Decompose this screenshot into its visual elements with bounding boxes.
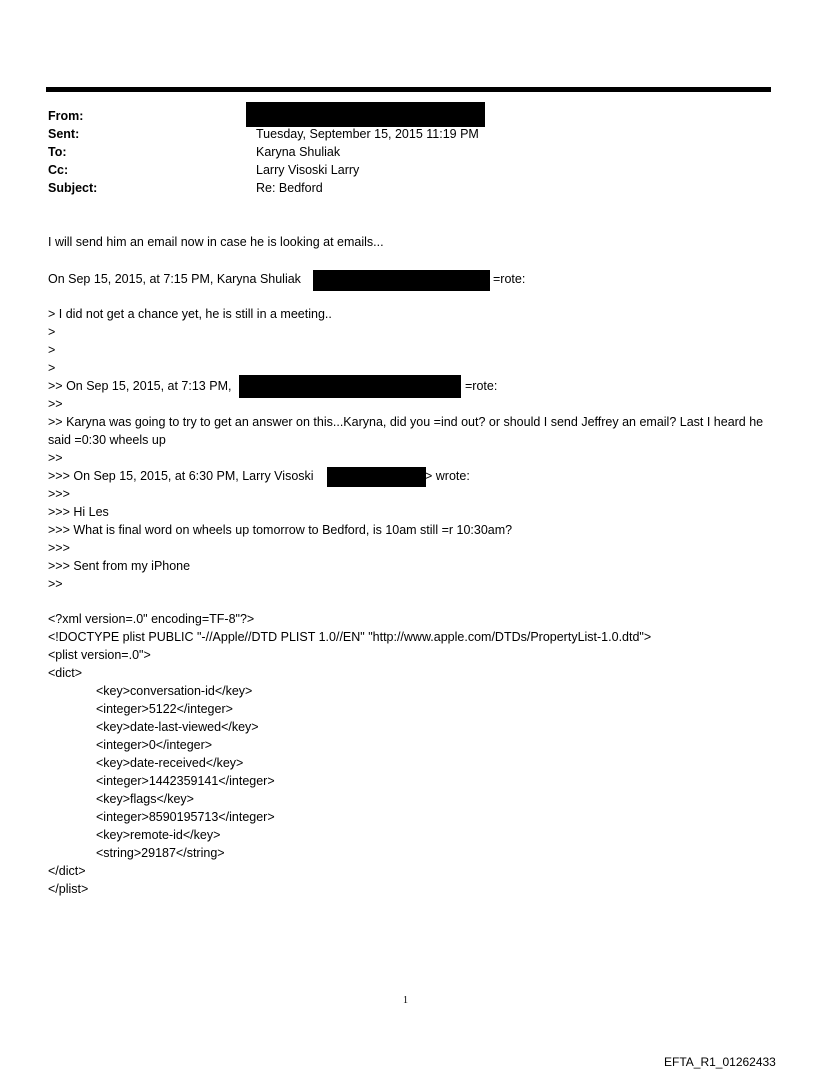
sent-label: Sent: [48,127,80,141]
quote3-line: >>> [48,541,70,555]
document-id: EFTA_R1_01262433 [664,1055,776,1069]
xml-entry: <string>29187</string> [96,846,225,860]
from-label: From: [48,109,84,123]
subject-value: Re: Bedford [256,181,323,195]
quote2-line: >> [48,451,63,465]
sent-value: Tuesday, September 15, 2015 11:19 PM [256,127,479,141]
quote3-suffix: > wrote: [425,469,470,483]
page-number: 1 [403,995,408,1006]
body-intro: I will send him an email now in case he is looking at emails... [48,235,384,249]
xml-entry: <key>flags</key> [96,792,194,806]
quote1-attribution: On Sep 15, 2015, at 7:15 PM, Karyna Shuliak [48,272,301,286]
quote1-suffix: =rote: [493,272,526,286]
to-value: Karyna Shuliak [256,145,341,159]
quote3-line: >>> Hi Les [48,505,109,519]
xml-entry: <key>date-received</key> [96,756,244,770]
quote3-attribution: >>> On Sep 15, 2015, at 6:30 PM, Larry Visoski [48,469,314,483]
quote1-line: > [48,325,56,339]
quote2-paragraph: >> Karyna was going to try to get an answer on this...Karyna, did you =ind out? or should I send Jeffrey an email? Last I heard he said =0:30 wheels up [48,415,764,447]
xml-entry: <integer>5122</integer> [96,702,233,716]
xml-declaration: <?xml version=.0" encoding=TF-8"?> [48,612,255,626]
header-divider [46,87,771,92]
xml-dict-close: </dict> [48,864,86,878]
from-redaction [246,102,485,127]
xml-dict-open: <dict> [48,666,83,680]
cc-label: Cc: [48,163,69,177]
quote1-line: > I did not get a chance yet, he is still in a meeting.. [48,307,332,321]
xml-plist-open: <plist version=.0"> [48,648,151,662]
xml-entry: <key>conversation-id</key> [96,684,253,698]
quote2-suffix: =rote: [465,379,498,393]
quote2-attribution: >> On Sep 15, 2015, at 7:13 PM, [48,379,232,393]
quote3-line: >> [48,577,63,591]
quote3-line: >>> What is final word on wheels up tomorrow to Bedford, is 10am still =r 10:30am? [48,523,513,537]
quote1-line: > [48,361,56,375]
xml-plist-close: </plist> [48,882,89,896]
xml-entry: <integer>0</integer> [96,738,213,752]
xml-entry: <key>date-last-viewed</key> [96,720,259,734]
xml-entry: <integer>8590195713</integer> [96,810,275,824]
quote1-line: > [48,343,56,357]
xml-doctype: <!DOCTYPE plist PUBLIC "-//Apple//DTD PLIST 1.0//EN" "http://www.apple.com/DTDs/PropertyList-1.0.dtd"> [48,630,652,644]
to-label: To: [48,145,67,159]
quote3-line: >>> [48,487,70,501]
quote1-redaction [313,270,490,291]
cc-value: Larry Visoski Larry [256,163,360,177]
quote3-redaction [327,467,426,487]
xml-entry: <key>remote-id</key> [96,828,221,842]
xml-entry: <integer>1442359141</integer> [96,774,275,788]
quote2-redaction [239,375,461,398]
quote3-line: >>> Sent from my iPhone [48,559,191,573]
quote2-line: >> [48,397,63,411]
subject-label: Subject: [48,181,98,195]
